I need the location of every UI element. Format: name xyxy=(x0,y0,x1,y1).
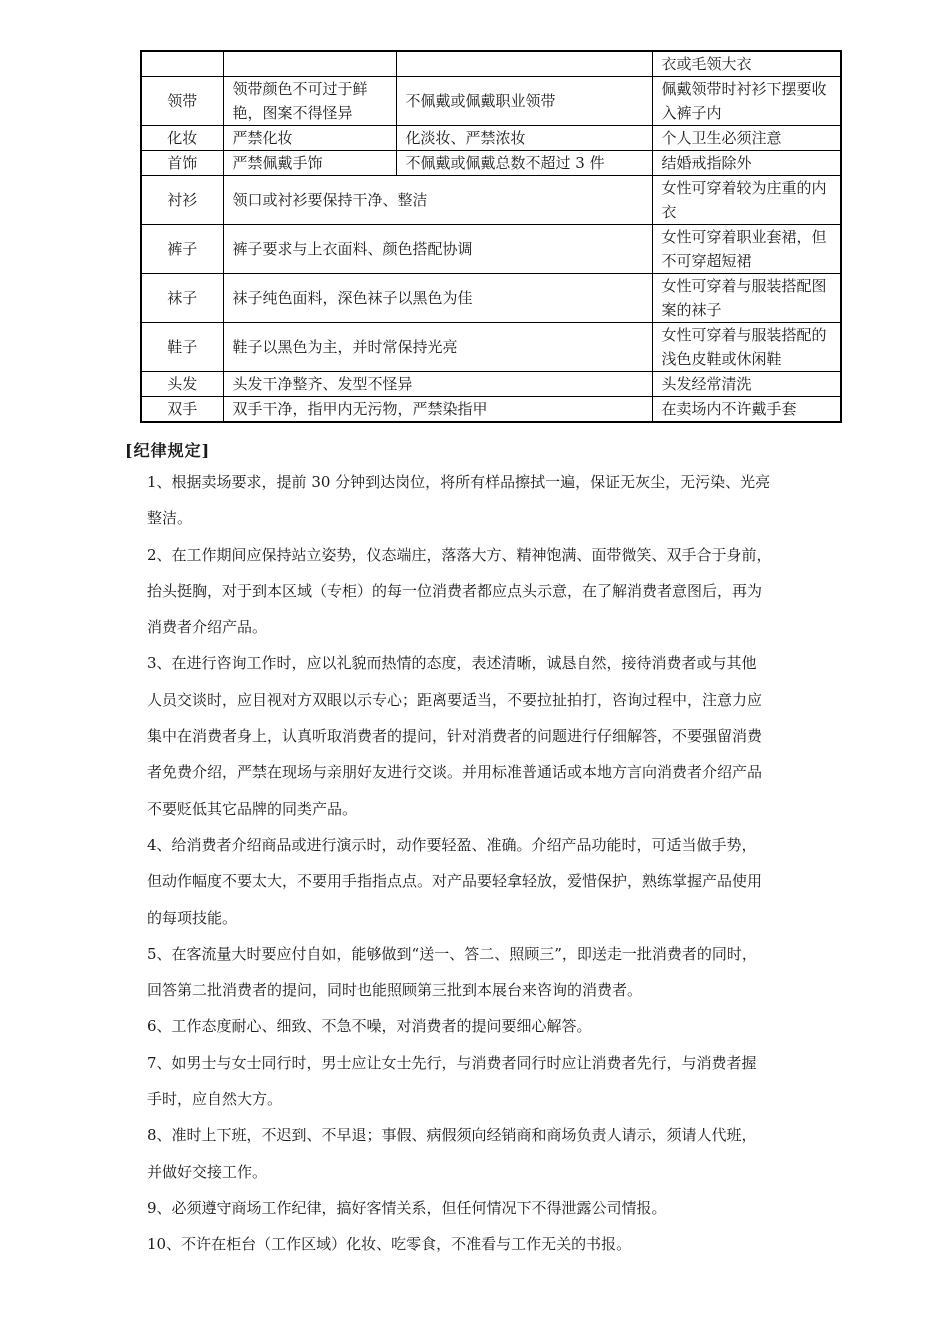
rule-line: 抬头挺胸，对于到本区域（专柜）的每一位消费者都应点头示意，在了解消费者意图后，再为 xyxy=(147,581,763,600)
dress-code-table-body xyxy=(141,51,841,422)
rule-line: 回答第二批消费者的提问，同时也能照顾第三批到本展台来咨询的消费者。 xyxy=(147,981,643,1000)
rule-line: 7、如男士与女士同行时，男士应让女士先行，与消费者同行时应让消费者先行，与消费者握 xyxy=(147,1053,757,1072)
rule-line: 的每项技能。 xyxy=(147,908,238,927)
rule-line: 10、不许在柜台（工作区域）化妆、吃零食，不准看与工作无关的书报。 xyxy=(147,1235,632,1254)
row-note: 结婚戒指除外 xyxy=(652,151,841,176)
section-title: [纪律规定] xyxy=(125,441,211,460)
table-row xyxy=(141,176,841,225)
row-requirement: 领口或衬衫要保持干净、整洁 xyxy=(223,176,652,225)
row-female-optional xyxy=(396,51,652,77)
row-requirement: 头发干净整齐、发型不怪异 xyxy=(223,372,652,397)
table-row xyxy=(141,51,841,77)
row-note: 在卖场内不许戴手套 xyxy=(652,397,841,423)
row-requirement: 鞋子以黑色为主，并时常保持光亮 xyxy=(223,323,652,372)
rule-line: 不要贬低其它品牌的同类产品。 xyxy=(147,799,358,818)
row-requirement: 双手干净，指甲内无污物，严禁染指甲 xyxy=(223,397,652,423)
row-note: 佩戴领带时衬衫下摆要收入裤子内 xyxy=(652,77,841,126)
table-row xyxy=(141,372,841,397)
row-female-optional: 不佩戴或佩戴总数不超过 3 件 xyxy=(396,151,652,176)
rule-line: 者免费介绍，严禁在现场与亲朋好友进行交谈。并用标准普通话或本地方言向消费者介绍产品 xyxy=(147,763,763,782)
row-note: 衣或毛领大衣 xyxy=(652,51,841,77)
row-category xyxy=(141,51,223,77)
row-female-required xyxy=(223,51,396,77)
rule-line: 9、必须遵守商场工作纪律，搞好客情关系，但任何情况下不得泄露公司情报。 xyxy=(147,1198,667,1217)
table-row xyxy=(141,151,841,176)
rule-line: 集中在消费者身上，认真听取消费者的提问，针对消费者的问题进行仔细解答，不要强留消费 xyxy=(147,727,763,746)
row-category: 裤子 xyxy=(141,225,223,274)
rule-line: 手时，应自然大方。 xyxy=(147,1090,283,1109)
row-note: 女性可穿着与服装搭配的浅色皮鞋或休闲鞋 xyxy=(652,323,841,372)
rule-line: 3、在进行咨询工作时，应以礼貌而热情的态度，表述清晰，诚恳自然，接待消费者或与其他 xyxy=(147,654,757,673)
row-female-required: 严禁化妆 xyxy=(223,126,396,151)
rule-line: 消费者介绍产品。 xyxy=(147,618,268,637)
rule-line: 人员交谈时，应目视对方双眼以示专心；距离要适当，不要拉扯拍打，咨询过程中，注意力应 xyxy=(147,690,763,709)
row-note: 个人卫生必须注意 xyxy=(652,126,841,151)
table-row xyxy=(141,397,841,423)
table-row xyxy=(141,225,841,274)
table-row xyxy=(141,77,841,126)
row-note: 女性可穿着职业套裙，但不可穿超短裙 xyxy=(652,225,841,274)
table-row xyxy=(141,274,841,323)
row-category: 袜子 xyxy=(141,274,223,323)
rule-line: 8、准时上下班，不迟到、不早退；事假、病假须向经销商和商场负责人请示，须请人代班， xyxy=(147,1126,757,1145)
row-category: 领带 xyxy=(141,77,223,126)
row-female-required: 领带颜色不可过于鲜艳，图案不得怪异 xyxy=(223,77,396,126)
rule-line: 整洁。 xyxy=(147,509,193,528)
rule-line: 2、在工作期间应保持站立姿势，仪态端庄，落落大方、精神饱满、面带微笑、双手合于身前， xyxy=(147,545,772,564)
rule-line: 4、给消费者介绍商品或进行演示时，动作要轻盈、准确。介绍产品功能时，可适当做手势， xyxy=(147,835,757,854)
rule-line: 但动作幅度不要太大，不要用手指指点点。对产品要轻拿轻放，爱惜保护，熟练掌握产品使用 xyxy=(147,872,763,891)
row-category: 双手 xyxy=(141,397,223,423)
dress-code-table xyxy=(140,50,842,423)
row-category: 鞋子 xyxy=(141,323,223,372)
row-note: 女性可穿着较为庄重的内衣 xyxy=(652,176,841,225)
row-female-required: 严禁佩戴手饰 xyxy=(223,151,396,176)
row-category: 首饰 xyxy=(141,151,223,176)
row-category: 化妆 xyxy=(141,126,223,151)
row-note: 女性可穿着与服装搭配图案的袜子 xyxy=(652,274,841,323)
row-female-optional: 不佩戴或佩戴职业领带 xyxy=(396,77,652,126)
table-row xyxy=(141,126,841,151)
rule-line: 1、根据卖场要求，提前 30 分钟到达岗位，将所有样品擦拭一遍，保证无灰尘，无污染、光亮 xyxy=(147,473,771,491)
row-female-optional: 化淡妆、严禁浓妆 xyxy=(396,126,652,151)
row-requirement: 袜子纯色面料，深色袜子以黑色为佳 xyxy=(223,274,652,323)
row-note: 头发经常清洗 xyxy=(652,372,841,397)
rule-line: 6、工作态度耐心、细致、不急不噪，对消费者的提问要细心解答。 xyxy=(147,1017,592,1036)
row-category: 头发 xyxy=(141,372,223,397)
rule-line: 并做好交接工作。 xyxy=(147,1162,268,1181)
rule-line: 5、在客流量大时要应付自如，能够做到“送一、答二、照顾三”，即送走一批消费者的同时， xyxy=(147,944,757,963)
discipline-rules xyxy=(147,464,852,1263)
row-requirement: 裤子要求与上衣面料、颜色搭配协调 xyxy=(223,225,652,274)
row-category: 衬衫 xyxy=(141,176,223,225)
table-row xyxy=(141,323,841,372)
